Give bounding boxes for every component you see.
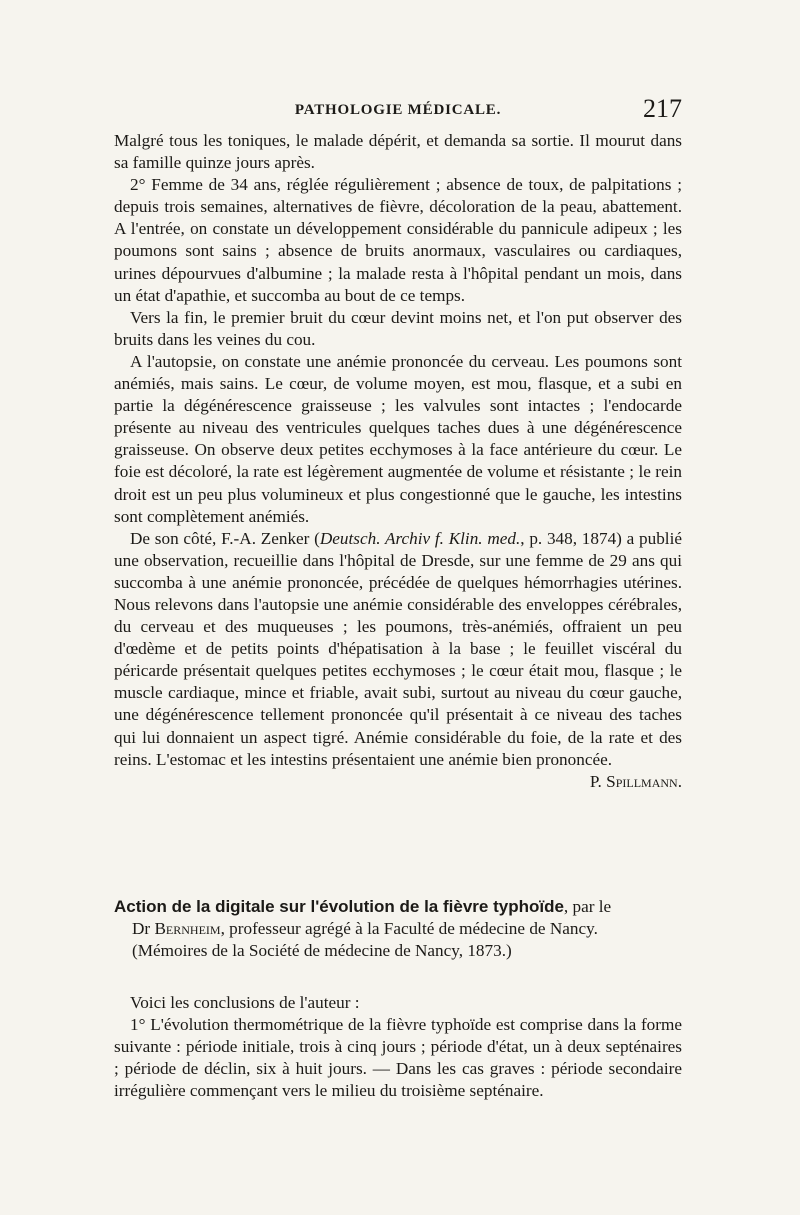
article-heading: [114, 896, 682, 962]
conclusions-intro: Voici les conclusions de l'auteur :: [130, 993, 360, 1012]
author-rest: , professeur agrégé à la Faculté de médecine de Nancy.: [220, 919, 598, 939]
conclusions-text: [114, 992, 682, 1102]
paragraph-1: Malgré tous les toniques, le malade dépérit, et demanda sa sortie. Il mourut dans sa famille quinze jours après.: [114, 131, 682, 173]
running-title: PATHOLOGIE MÉDICALE.: [294, 102, 502, 118]
main-text: [114, 130, 682, 793]
signature: [114, 771, 682, 793]
paragraph-4: A l'autopsie, on constate une anémie prononcée du cerveau. Les poumons sont anémiés, mais sains. Le cœur, de volume moyen, est mou, flasque, et a subi en partie la dégénérescence graisseuse ; les valvules sont intactes ; l'endocarde présente au niveau des ventricules quelques taches dues à une dégénérescence graisseuse. On observe deux petites ecchymoses à la face antérieure du cœur. Le foie est décoloré, la rate est légèrement augmentée de volume et résistante ; le rein droit est un peu plus volumineux et plus congestionné que le gauche, les intestins sont complètement anémiés.: [114, 351, 682, 526]
page-number: 217: [643, 94, 682, 123]
paragraph-3: Vers la fin, le premier bruit du cœur devint moins net, et l'on put observer des bruits dans les veines du cou.: [114, 307, 682, 349]
article-title-line: [114, 896, 682, 918]
article-author-line: [114, 918, 682, 940]
zenker-after: , p. 348, 1874) a publié une observation, recueillie dans l'hôpital de Dresde, sur une femme de 29 ans qui succomba à une anémie prononcée, précédée de quelques hémorrhagies utérines. Nous relevons dans l'autopsie une anémie considérable des enveloppes cérébrales, du cerveau et des muqueuses ; les poumons, très-anémiés, offraient un peu d'œdème et de petits points d'hépatisation à la base ; le feuillet viscéral du péricarde présentait quelques petites ecchymoses ; le cœur était mou, flasque ; le muscle cardiaque, mince et friable, avait subi, surtout au niveau du cœur gauche, une dégénérescence tellement prononcée qu'il présentait à ce niveau des taches qui lui donnaient un aspect tigré. Anémie considérable du foie, de la rate et des reins. L'estomac et les intestins présentaient une anémie bien prononcée.: [114, 528, 682, 769]
signature-prefix: P.: [589, 771, 607, 791]
author-title: Dr: [132, 919, 155, 939]
paragraph-2: 2° Femme de 34 ans, réglée régulièrement ; absence de toux, de palpitations ; depuis trois semaines, alternatives de fièvre, décoloration de la peau, abattement. A l'entrée, on constate un développement considérable du pannicule adipeux ; les poumons sont sains ; absence de bruits anormaux, vasculaires ou cardiaques, urines dépourvues d'albumine ; la malade resta à l'hôpital pendant un mois, dans un état d'apathie, et succomba au bout de ce temps.: [114, 175, 682, 305]
article-title: Action de la digitale sur l'évolution de la fièvre typhoïde: [114, 897, 564, 916]
conclusion-1: 1° L'évolution thermométrique de la fièvre typhoïde est comprise dans la forme suivante : période initiale, trois à cinq jours ; période d'état, un à deux septénaires ; période de déclin, six à huit jours. — Dans les cas graves : période secondaire irrégulière commençant vers le milieu du troisième septénaire.: [114, 1015, 682, 1101]
page-header: [114, 92, 682, 128]
author-name: Bernheim: [154, 919, 221, 939]
paragraph-zenker: [114, 528, 682, 793]
zenker-before: De son côté, F.-A. Zenker (: [130, 528, 320, 548]
article-by: , par le: [563, 897, 612, 916]
zenker-citation: Deutsch. Archiv f. Klin. med.: [319, 528, 521, 548]
article-source: (Mémoires de la Société de médecine de Nancy, 1873.): [132, 941, 512, 961]
signature-name: Spillmann.: [606, 771, 682, 791]
